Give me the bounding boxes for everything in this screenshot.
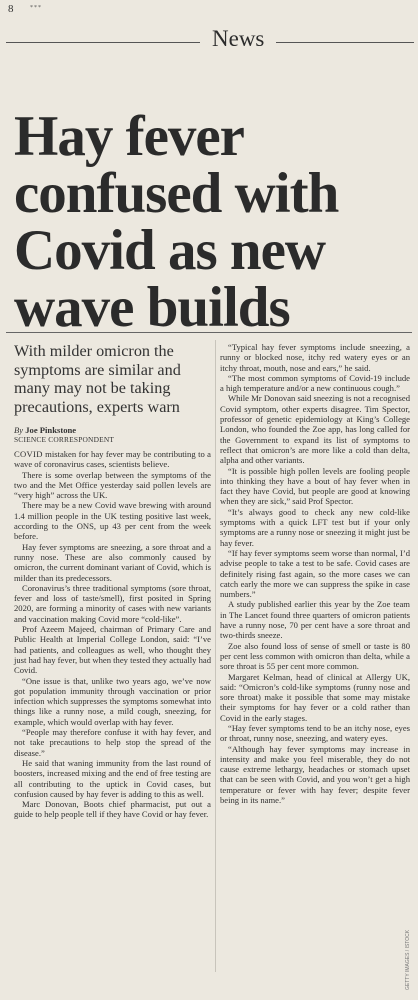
section-label: News: [212, 26, 265, 51]
article-column-1: [14, 449, 211, 820]
paragraph: There is some overlap between the symptoms of the two and the Met Office yesterday said pollen levels are “very high” across the UK.: [14, 469, 211, 501]
paragraph-text: mistaken for hay fever may be contributing to a wave of coronavirus cases, scientists believe.: [14, 449, 211, 470]
paragraph: Zoe also found loss of sense of smell or taste is 80 per cent less common with omicron than delta, while a sore throat is 55 per cent more common.: [220, 640, 410, 672]
paragraph: There may be a new Covid wave brewing with around 1.4 million people in the UK testing positive last week, according to the ONS, up 43 per cent from the week before.: [14, 500, 211, 542]
paragraph: Prof Azeem Majeed, chairman of Primary Care and Public Health at Imperial College London, said: “I’ve had patients, and colleagues as well, who thought they just had hay fever, but when they tested they actually had Covid.: [14, 624, 212, 676]
column-divider: [215, 340, 216, 972]
paragraph: “The most common symptoms of Covid-19 include a high temperature and/or a new continuous cough.”: [220, 372, 410, 394]
article-column-2: [220, 342, 410, 805]
paragraph: While Mr Donovan said sneezing is not a recognised Covid symptom, other experts disagree. Tim Spector, professor of genetic epidemiology at King’s College London, who founded the Zoe app, has long called for the Government to expand its list of symptoms to reflect that omicron’s are more like a cold than delta, alpha and other variants.: [220, 393, 410, 466]
paragraph: “Although hay fever symptoms may increase in intensity and make you feel miserable, they do not cause extreme lethargy, headaches or stomach upset that can be seen with Covid, and you won’t get a high temperature or fever with hay fever; despite fever being in its name.”: [220, 743, 410, 806]
paragraph: Marc Donovan, Boots chief pharmacist, put out a guide to help people tell if they have Covid or hay fever.: [14, 799, 211, 820]
headline-line: wave builds: [14, 276, 290, 340]
headline: [14, 105, 404, 340]
photo-credit: GETTY IMAGES / ISTOCK: [405, 929, 411, 990]
byline-prefix: By: [14, 425, 24, 435]
paragraph: “It’s always good to check any new cold-like symptoms with a quick LFT test but if your only symptoms are a runny nose or sneezing it might just be hay fever.: [220, 506, 410, 548]
paragraph: “One issue is that, unlike two years ago, we’ve now got population immunity through vaccination or prior infection which suppresses the symptoms somewhat into things like a runny nose, a mild cough, sneezing, for example, which would overlap with hay fever.: [14, 675, 211, 727]
headline-rule: [6, 332, 412, 333]
headline-line: confused with: [14, 162, 339, 226]
section-rule-left: [6, 42, 200, 43]
page-number: 8: [8, 3, 14, 15]
paragraph: “Typical hay fever symptoms include sneezing, a runny or blocked nose, itchy red watery eyes or an itchy throat, mouth, nose and ears,” he said.: [220, 342, 410, 373]
paragraph: “If hay fever symptoms seem worse than normal, I’d advise people to take a test to be safe. Covid cases are definitely rising fast again, so the more cases we can catch early the more we can suppress the spike in case numbers.”: [220, 547, 410, 600]
byline-name: Joe Pinkstone: [25, 425, 77, 435]
paragraph: A study published earlier this year by the Zoe team in The Lancet found three quarters of omicron patients have a runny nose, 70 per cent have a sore throat and two-thirds sneeze.: [220, 599, 410, 641]
paragraph: “Hay fever symptoms tend to be an itchy nose, eyes or throat, runny nose, sneezing, and watery eyes.: [220, 722, 410, 744]
paragraph: “People may therefore confuse it with hay fever, and not take precautions to help stop the spread of the disease.”: [14, 727, 211, 758]
headline-line: Covid as new: [14, 219, 326, 283]
paragraph: [14, 449, 211, 470]
section-rule-right: [276, 42, 414, 43]
standfirst: With milder omicron the symptoms are similar and many may not be taking precautions, experts warn: [14, 342, 181, 416]
paragraph: Hay fever symptoms are sneezing, a sore throat and a runny nose. These are also commonly caused by omicron, the current dominant variant of Covid, which is milder than its predecessors.: [14, 541, 211, 583]
paragraph: He said that waning immunity from the last round of boosters, increased mixing and the end of free testing are all contributing to the uptick in Covid cases, but confusion caused by hay fever is adding to this as well.: [14, 757, 211, 799]
paragraph: Coronavirus’s three traditional symptoms (sore throat, fever and loss of taste/smell), first posited in Spring 2020, are forming a minority of cases with new variants and vaccination making Covid more “cold-like”.: [14, 582, 211, 624]
headline-line: Hay fever: [14, 105, 244, 169]
paragraph: “It is possible high pollen levels are fooling people into thinking they have a bout of hay fever when in fact they have Covid, but people are good at knowing when they are sick,” said Prof Spector.: [220, 465, 410, 507]
byline-role: SCIENCE CORRESPONDENT: [14, 435, 115, 444]
paragraph: Margaret Kelman, head of clinical at Allergy UK, said: “Omicron’s cold-like symptoms (runny nose and sore throat) make it possible that some may mistake their symptoms for hay fever or a cold rather than Covid in the early stages.: [220, 671, 410, 723]
lede-word: COVID: [14, 449, 43, 459]
edition-stars: ***: [30, 5, 42, 11]
byline: [14, 425, 76, 435]
